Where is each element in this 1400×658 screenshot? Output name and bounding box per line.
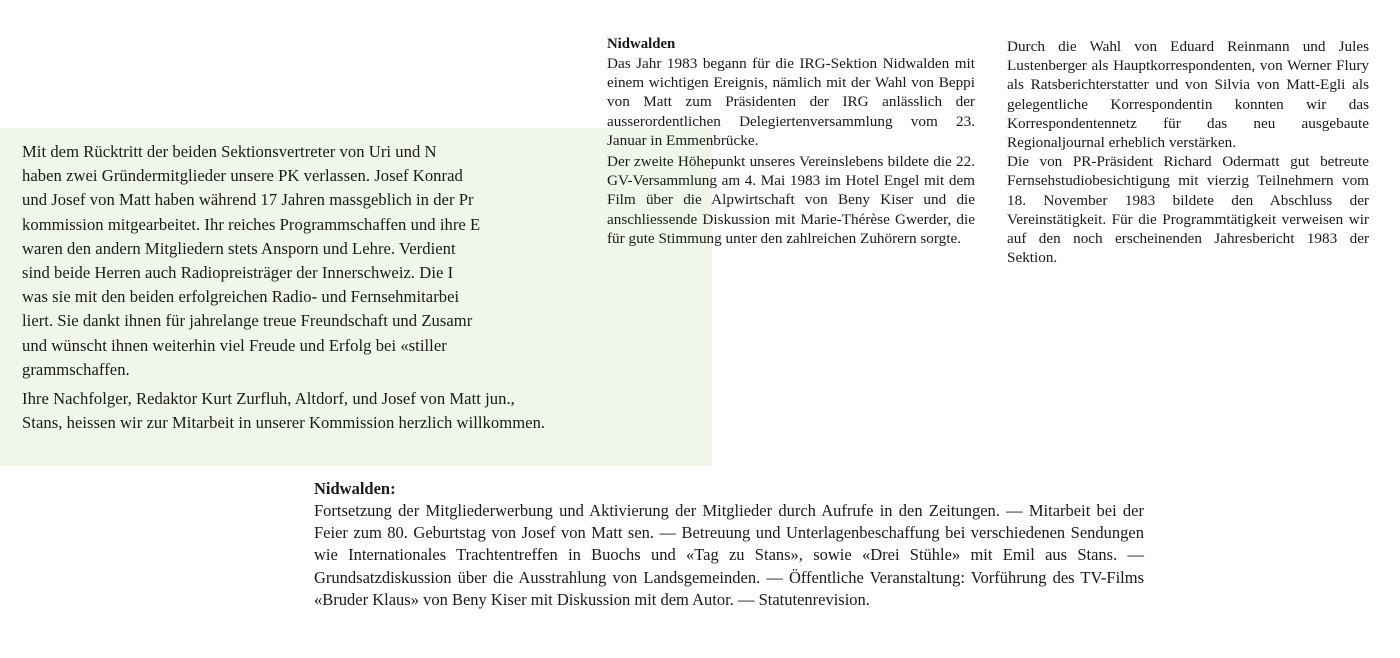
left-line: haben zwei Gründermitglieder unsere PK verlassen. Josef Konrad <box>22 166 463 186</box>
middle-column-clipping <box>607 35 975 248</box>
left-line: Ihre Nachfolger, Redaktor Kurt Zurfluh, Altdorf, und Josef von Matt jun., <box>22 389 515 409</box>
middle-heading: Nidwalden <box>607 36 676 52</box>
left-line: waren den andern Mitgliedern stets Ansporn und Lehre. Verdient <box>22 238 456 258</box>
left-line: kommission mitgearbeitet. Ihr reiches Programmschaffen und ihre E <box>22 214 481 234</box>
left-line: und Josef von Matt haben während 17 Jahren massgeblich in der Pr <box>22 190 474 210</box>
middle-paragraph-1: Das Jahr 1983 begann für die IRG-Sektion Nidwalden mit einem wichtigen Ereignis, nämlich mit der Wahl von Beppi von Matt zum Präsidenten der IRG anlässlich der ausserordentlichen Delegiertenversammlung vom 23. Januar in Emmenbrücke. <box>607 55 975 149</box>
left-line: und wünscht ihnen weiterhin viel Freude und Erfolg bei «stiller <box>22 335 447 355</box>
right-paragraph-1: Durch die Wahl von Eduard Reinmann und Jules Lustenberger als Hauptkorrespondenten, von Werner Flury als Ratsberichterstatter und von Silvia von Matt-Egli als gelegentliche Korrespondentin konnten wir das Korrespondentennetz für das neu ausgebaute Regionaljournal erheblich verstärken. <box>1007 38 1369 152</box>
left-line: Mit dem Rücktritt der beiden Sektionsvertreter von Uri und N <box>22 142 437 161</box>
left-newspaper-clipping <box>0 128 712 466</box>
left-line: sind beide Herren auch Radiopreisträger der Innerschweiz. Die I <box>22 263 454 283</box>
left-line: liert. Sie dankt ihnen für jahrelange treue Freundschaft und Zusamr <box>22 311 473 331</box>
bottom-body: Fortsetzung der Mitgliederwerbung und Aktivierung der Mitglieder durch Aufrufe in den Zeitungen. — Mitarbeit bei der Feier zum 80. Geburtstag von Josef von Matt sen. — Betreuung und Unterlagenbeschaffung bei verschiedenen Sendungen wie Internationales Trachtentreffen in Buochs und «Tag zu Stans», sowie «Drei Stühle» mit Emil aus Stans. — Grundsatzdiskussion über die Ausstrahlung von Landsgemeinden. — Öffentliche Veranstaltung: Vorführung des TV-Films «Bruder Klaus» von Beny Kiser mit Diskussion mit dem Autor. — Statutenrevision. <box>314 501 1144 609</box>
bottom-clipping <box>314 478 1144 611</box>
right-paragraph-2: Die von PR-Präsident Richard Odermatt gut betreute Fernsehstudiobesichtigung mit vierzig Teilnehmern vom 18. November 1983 bildete den Abschluss der Vereinstätigkeit. Für die Programmtätigkeit verweisen wir auf den noch erscheinenden Jahresbericht 1983 der Sektion. <box>1007 153 1369 267</box>
right-column-clipping <box>1007 37 1369 267</box>
left-line: Stans, heissen wir zur Mitarbeit in unserer Kommission herzlich willkommen. <box>22 413 546 433</box>
bottom-heading: Nidwalden: <box>314 479 396 498</box>
left-line: was sie mit den beiden erfolgreichen Radio- und Fernsehmitarbei <box>22 287 460 307</box>
left-line: grammschaffen. <box>22 359 130 379</box>
middle-paragraph-2: Der zweite Höhepunkt unseres Vereinslebens bildete die 22. GV-Versammlung am 4. Mai 1983 im Hotel Engel mit dem Film über die Alpwirtschaft von Beny Kiser und die anschliessende Diskussion mit Marie-Thérèse Gwerder, die für gute Stimmung unter den zahlreichen Zuhörern sorgte. <box>607 153 975 247</box>
